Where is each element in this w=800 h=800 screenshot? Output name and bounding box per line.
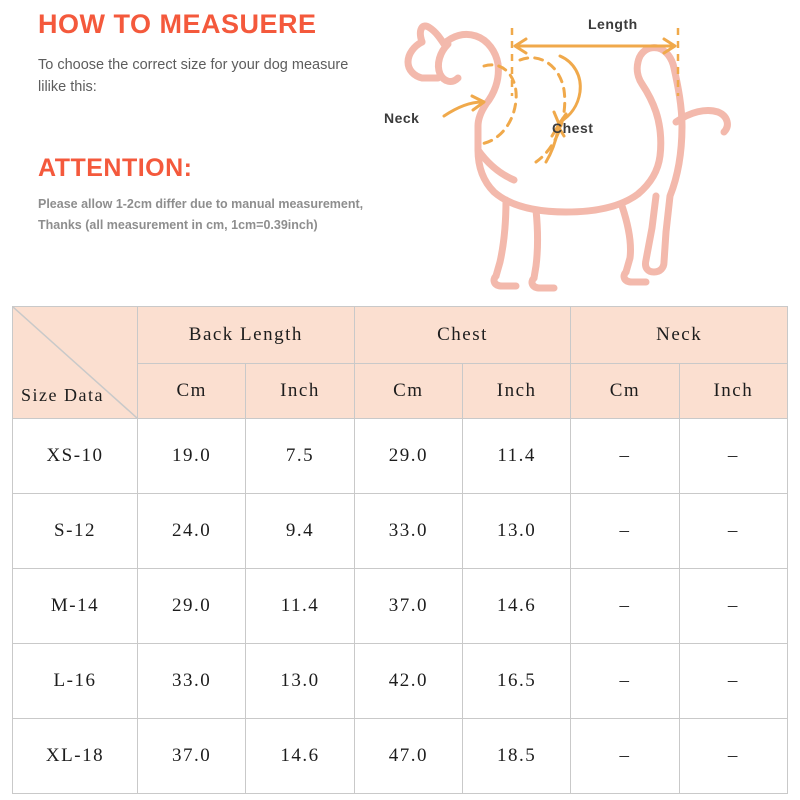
header-group-chest: Chest: [354, 307, 571, 364]
measure-instruction: To choose the correct size for your dog measure lilike this:: [38, 56, 349, 96]
header-unit-backlength-inch: Inch: [246, 364, 354, 419]
table-row: [13, 644, 788, 719]
header-row-groups: [13, 307, 788, 364]
row-size-label: XS-10: [13, 419, 138, 494]
row-size-label: S-12: [13, 494, 138, 569]
cell-neck-cm: –: [571, 569, 679, 644]
size-table-head: [13, 307, 788, 419]
table-row: [13, 569, 788, 644]
attention-note-line1: Please allow 1-2cm differ due to manual measurement,: [38, 197, 364, 212]
header-unit-backlength-cm: Cm: [138, 364, 246, 419]
cell-backlength-cm: 29.0: [138, 569, 246, 644]
cell-chest-cm: 33.0: [354, 494, 462, 569]
label-neck: Neck: [384, 110, 420, 126]
header-unit-neck-cm: Cm: [571, 364, 679, 419]
row-size-label: L-16: [13, 644, 138, 719]
row-size-label: M-14: [13, 569, 138, 644]
cell-chest-inch: 16.5: [462, 644, 570, 719]
cell-chest-inch: 13.0: [462, 494, 570, 569]
size-table-body: [13, 419, 788, 794]
cell-neck-cm: –: [571, 419, 679, 494]
cell-backlength-inch: 13.0: [246, 644, 354, 719]
dog-measurement-illustration: [360, 0, 800, 300]
table-row: [13, 719, 788, 794]
cell-chest-cm: 29.0: [354, 419, 462, 494]
cell-chest-inch: 14.6: [462, 569, 570, 644]
table-row: [13, 419, 788, 494]
length-measure-guides: [512, 28, 678, 96]
table-row: [13, 494, 788, 569]
info-block: [38, 10, 368, 235]
corner-size-data-cell: [13, 307, 138, 419]
cell-neck-inch: –: [679, 569, 787, 644]
cell-backlength-inch: 9.4: [246, 494, 354, 569]
dog-outline: [408, 26, 727, 288]
cell-chest-inch: 11.4: [462, 419, 570, 494]
header-unit-chest-inch: Inch: [462, 364, 570, 419]
header-unit-chest-cm: Cm: [354, 364, 462, 419]
header-unit-neck-inch: Inch: [679, 364, 787, 419]
size-table: [12, 306, 788, 794]
cell-chest-cm: 37.0: [354, 569, 462, 644]
cell-backlength-cm: 37.0: [138, 719, 246, 794]
row-size-label: XL-18: [13, 719, 138, 794]
cell-neck-inch: –: [679, 644, 787, 719]
cell-neck-inch: –: [679, 719, 787, 794]
cell-chest-cm: 42.0: [354, 644, 462, 719]
dog-diagram-svg: [360, 0, 800, 300]
attention-note-line2: Thanks (all measurement in cm, 1cm=0.39inch): [38, 217, 318, 232]
corner-label: Size Data: [21, 385, 104, 405]
header-group-back-length: Back Length: [138, 307, 355, 364]
cell-backlength-inch: 7.5: [246, 419, 354, 494]
size-table-wrapper: [12, 306, 788, 794]
cell-backlength-inch: 14.6: [246, 719, 354, 794]
cell-neck-cm: –: [571, 719, 679, 794]
cell-backlength-cm: 24.0: [138, 494, 246, 569]
chest-measure-loop: [520, 56, 580, 162]
cell-neck-inch: –: [679, 419, 787, 494]
cell-neck-inch: –: [679, 494, 787, 569]
cell-neck-cm: –: [571, 644, 679, 719]
label-chest: Chest: [552, 120, 594, 136]
cell-backlength-inch: 11.4: [246, 569, 354, 644]
attention-title: ATTENTION:: [38, 153, 193, 182]
cell-backlength-cm: 33.0: [138, 644, 246, 719]
page-title: HOW TO MEASUERE: [38, 9, 317, 39]
header-group-neck: Neck: [571, 307, 788, 364]
cell-backlength-cm: 19.0: [138, 419, 246, 494]
cell-chest-cm: 47.0: [354, 719, 462, 794]
cell-chest-inch: 18.5: [462, 719, 570, 794]
label-length: Length: [588, 16, 638, 32]
cell-neck-cm: –: [571, 494, 679, 569]
